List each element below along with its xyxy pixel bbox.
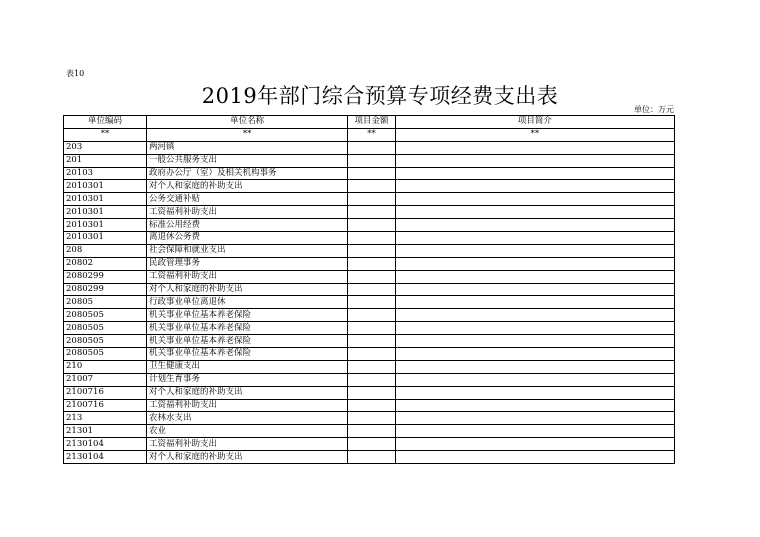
project-amount-cell [348, 180, 396, 193]
project-amount-cell [348, 360, 396, 373]
table-row [64, 244, 675, 257]
unit-code-cell: 21301 [64, 425, 147, 438]
project-brief-cell [395, 451, 674, 464]
table-row [64, 373, 675, 386]
table-row [64, 322, 675, 335]
unit-code-cell: 2010301 [64, 219, 147, 232]
project-amount-cell [348, 335, 396, 348]
unit-name-cell: 卫生健康支出 [146, 360, 347, 373]
unit-label: 单位：万元 [634, 105, 674, 114]
project-brief-cell [395, 219, 674, 232]
project-brief-cell [395, 167, 674, 180]
page-title: 2019年部门综合预算专项经费支出表 [201, 84, 559, 108]
project-brief-cell [395, 232, 674, 245]
unit-code-cell: 2100716 [64, 399, 147, 412]
project-brief-cell [395, 206, 674, 219]
project-amount-cell [348, 296, 396, 309]
unit-name-cell: 公务交通补贴 [146, 193, 347, 206]
unit-code-cell: 2010301 [64, 232, 147, 245]
marker-cell: ** [146, 128, 347, 141]
project-brief-cell [395, 373, 674, 386]
project-brief-cell [395, 386, 674, 399]
unit-code-cell: 2080505 [64, 309, 147, 322]
project-brief-cell [395, 296, 674, 309]
project-brief-cell [395, 335, 674, 348]
table-row [64, 335, 675, 348]
table-row [64, 270, 675, 283]
project-amount-cell [348, 451, 396, 464]
project-amount-cell [348, 270, 396, 283]
project-amount-cell [348, 193, 396, 206]
header-unit-name: 单位名称 [146, 116, 347, 129]
header-unit-code: 单位编码 [64, 116, 147, 129]
table-row [64, 360, 675, 373]
table-row [64, 425, 675, 438]
project-amount-cell [348, 257, 396, 270]
unit-name-cell: 一般公共服务支出 [146, 154, 347, 167]
unit-code-cell: 2080299 [64, 270, 147, 283]
unit-name-cell: 社会保障和就业支出 [146, 244, 347, 257]
table-row [64, 206, 675, 219]
unit-code-cell: 20103 [64, 167, 147, 180]
project-brief-cell [395, 141, 674, 154]
project-amount-cell [348, 167, 396, 180]
project-amount-cell [348, 244, 396, 257]
unit-name-cell: 工资福利补助支出 [146, 438, 347, 451]
unit-name-cell: 农业 [146, 425, 347, 438]
project-brief-cell [395, 360, 674, 373]
unit-code-cell: 2080505 [64, 322, 147, 335]
unit-code-cell: 201 [64, 154, 147, 167]
project-brief-cell [395, 438, 674, 451]
table-row [64, 399, 675, 412]
unit-code-cell: 2080505 [64, 335, 147, 348]
marker-cell: ** [64, 128, 147, 141]
table-row [64, 232, 675, 245]
unit-name-cell: 机关事业单位基本养老保险 [146, 348, 347, 361]
unit-name-cell: 离退休公务费 [146, 232, 347, 245]
table-row [64, 219, 675, 232]
project-amount-cell [348, 412, 396, 425]
unit-name-cell: 农林水支出 [146, 412, 347, 425]
project-amount-cell [348, 309, 396, 322]
project-amount-cell [348, 386, 396, 399]
marker-cell: ** [348, 128, 396, 141]
table-row [64, 386, 675, 399]
unit-name-cell: 机关事业单位基本养老保险 [146, 309, 347, 322]
project-amount-cell [348, 373, 396, 386]
project-amount-cell [348, 154, 396, 167]
unit-name-cell: 政府办公厅（室）及相关机构事务 [146, 167, 347, 180]
table-row [64, 193, 675, 206]
project-brief-cell [395, 283, 674, 296]
unit-name-cell: 标准公用经费 [146, 219, 347, 232]
project-amount-cell [348, 219, 396, 232]
project-brief-cell [395, 348, 674, 361]
unit-name-cell: 机关事业单位基本养老保险 [146, 335, 347, 348]
table-row [64, 167, 675, 180]
table-row [64, 438, 675, 451]
project-brief-cell [395, 154, 674, 167]
table-number-label: 表10 [66, 69, 85, 78]
unit-name-cell: 工资福利补助支出 [146, 270, 347, 283]
table-row [64, 154, 675, 167]
project-amount-cell [348, 425, 396, 438]
project-amount-cell [348, 206, 396, 219]
marker-row [64, 128, 675, 141]
header-project-amount: 项目金额 [348, 116, 396, 129]
project-brief-cell [395, 270, 674, 283]
unit-code-cell: 208 [64, 244, 147, 257]
header-row [64, 116, 675, 129]
expenditure-table [63, 115, 675, 464]
project-brief-cell [395, 399, 674, 412]
project-amount-cell [348, 141, 396, 154]
project-brief-cell [395, 244, 674, 257]
table-row [64, 180, 675, 193]
unit-code-cell: 21007 [64, 373, 147, 386]
table-body [64, 141, 675, 463]
unit-name-cell: 机关事业单位基本养老保险 [146, 322, 347, 335]
unit-code-cell: 2010301 [64, 180, 147, 193]
unit-code-cell: 2130104 [64, 451, 147, 464]
unit-code-cell: 2130104 [64, 438, 147, 451]
unit-name-cell: 工资福利补助支出 [146, 399, 347, 412]
project-amount-cell [348, 348, 396, 361]
table-row [64, 141, 675, 154]
project-brief-cell [395, 412, 674, 425]
project-amount-cell [348, 438, 396, 451]
unit-code-cell: 20805 [64, 296, 147, 309]
project-amount-cell [348, 232, 396, 245]
unit-name-cell: 两河镇 [146, 141, 347, 154]
table-row [64, 257, 675, 270]
table-row [64, 283, 675, 296]
unit-name-cell: 对个人和家庭的补助支出 [146, 386, 347, 399]
unit-code-cell: 20802 [64, 257, 147, 270]
project-brief-cell [395, 193, 674, 206]
unit-name-cell: 对个人和家庭的补助支出 [146, 283, 347, 296]
project-brief-cell [395, 322, 674, 335]
project-amount-cell [348, 399, 396, 412]
unit-name-cell: 工资福利补助支出 [146, 206, 347, 219]
table-row [64, 296, 675, 309]
table-row [64, 451, 675, 464]
table-row [64, 412, 675, 425]
project-amount-cell [348, 322, 396, 335]
unit-name-cell: 计划生育事务 [146, 373, 347, 386]
unit-code-cell: 210 [64, 360, 147, 373]
unit-code-cell: 203 [64, 141, 147, 154]
project-brief-cell [395, 309, 674, 322]
unit-name-cell: 民政管理事务 [146, 257, 347, 270]
table-row [64, 348, 675, 361]
project-brief-cell [395, 180, 674, 193]
unit-name-cell: 行政事业单位离退休 [146, 296, 347, 309]
unit-name-cell: 对个人和家庭的补助支出 [146, 451, 347, 464]
unit-code-cell: 213 [64, 412, 147, 425]
project-amount-cell [348, 283, 396, 296]
unit-code-cell: 2100716 [64, 386, 147, 399]
unit-name-cell: 对个人和家庭的补助支出 [146, 180, 347, 193]
project-brief-cell [395, 257, 674, 270]
unit-code-cell: 2010301 [64, 206, 147, 219]
header-project-brief: 项目简介 [395, 116, 674, 129]
marker-cell: ** [395, 128, 674, 141]
unit-code-cell: 2080299 [64, 283, 147, 296]
project-brief-cell [395, 425, 674, 438]
table-row [64, 309, 675, 322]
unit-code-cell: 2010301 [64, 193, 147, 206]
unit-code-cell: 2080505 [64, 348, 147, 361]
